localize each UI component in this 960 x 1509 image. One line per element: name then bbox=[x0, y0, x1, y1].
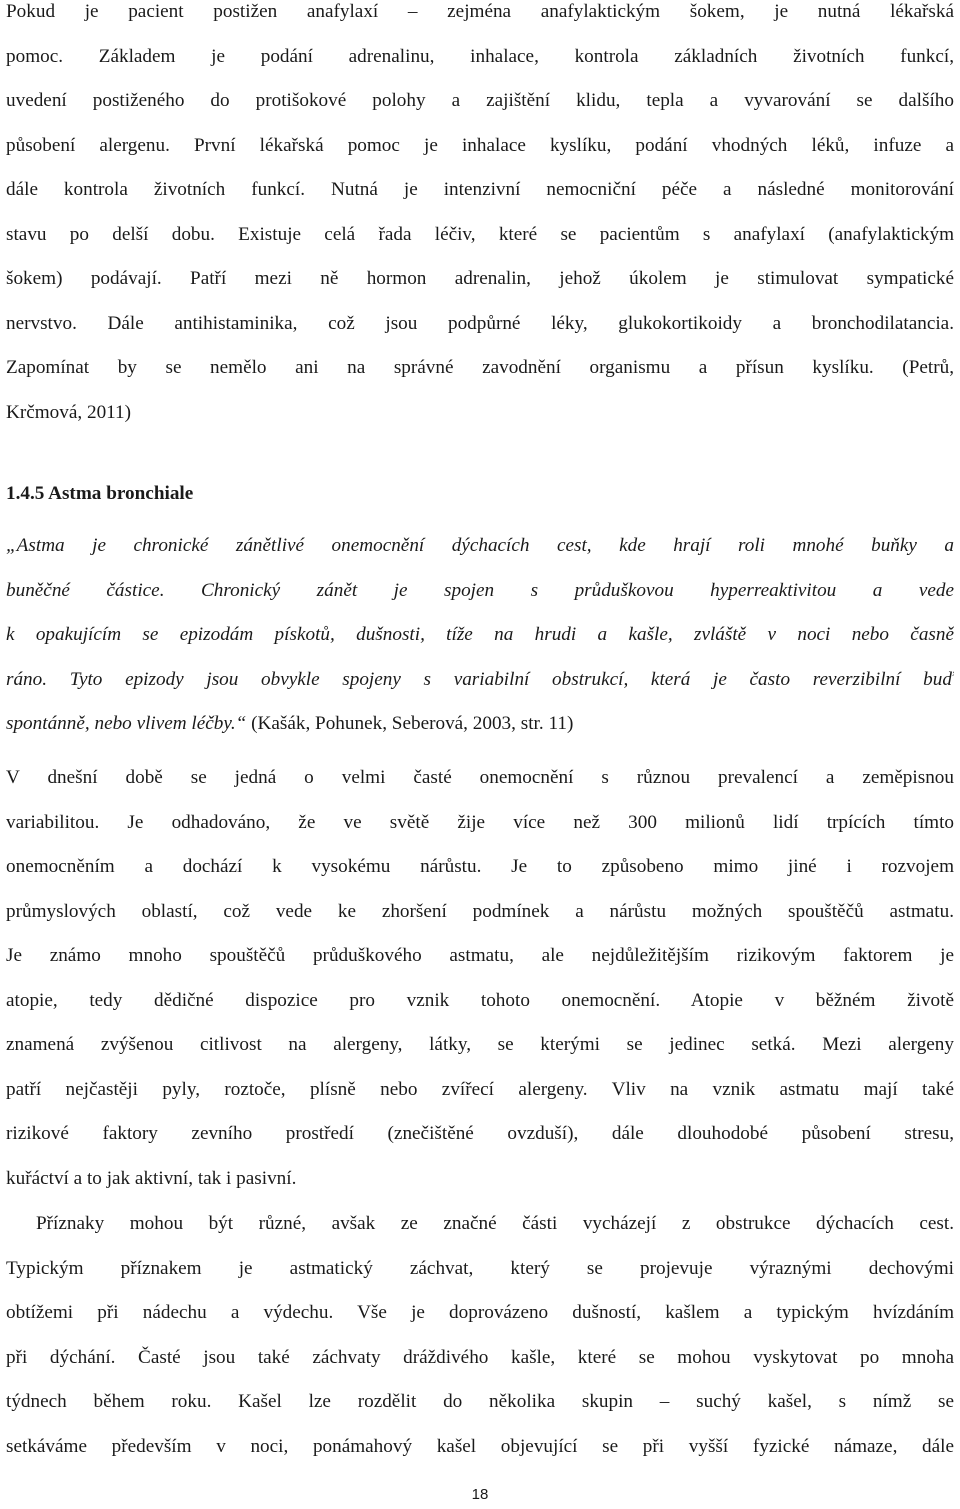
page-number: 18 bbox=[471, 1486, 489, 1503]
text-line: variabilitou. Je odhadováno, že ve světě žije více než 300 milionů lidí trpících tímto bbox=[6, 811, 954, 833]
quote-line: buněčné částice. Chronický zánět je spojen s průduškovou hyperreaktivitou a vede bbox=[6, 579, 954, 601]
paragraph-anaphylaxis-treatment bbox=[6, 0, 954, 435]
quote-asthma-definition bbox=[6, 524, 954, 747]
quote-line: k opakujícím se epizodám pískotů, dušnosti, tíže na hrudi a kašle, zvláště v noci nebo časně bbox=[6, 624, 954, 645]
text-line: Zapomínat by se nemělo ani na správné zavodnění organismu a přísun kyslíku. (Petrů, bbox=[6, 357, 954, 378]
text-line: týdnech během roku. Kašel lze rozdělit do několika skupin – suchý kašel, s nímž se bbox=[6, 1391, 954, 1412]
quote-line: „Astma je chronické zánětlivé onemocnění dýchacích cest, kde hrají roli mnohé buňky a bbox=[6, 535, 954, 556]
text-line: Krčmová, 2011) bbox=[6, 401, 132, 423]
quote-line: ráno. Tyto epizody jsou obvykle spojeny s variabilní obstrukcí, která je často reverzibilní buď bbox=[6, 668, 954, 690]
text-line: setkáváme především v noci, ponámahový kašel objevující se při vyšší fyzické námaze, dále bbox=[6, 1435, 954, 1457]
paragraph-asthma-prevalence bbox=[6, 756, 954, 1201]
text-line: stavu po delší dobu. Existuje celá řada léčiv, které se pacientům s anafylaxí (anafylaktickým bbox=[6, 223, 954, 245]
section-heading: 1.4.5 Astma bronchiale bbox=[6, 483, 194, 504]
text-line: obtížemi při nádechu a výdechu. Vše je doprovázeno dušností, kašlem a typickým hvízdáním bbox=[6, 1302, 954, 1323]
text-line: znamená zvýšenou citlivost na alergeny, látky, se kterými se jedinec setká. Mezi alergeny bbox=[6, 1034, 954, 1055]
text-line: při dýchání. Časté jsou také záchvaty dráždivého kašle, které se mohou vyskytovat po mnoha bbox=[6, 1346, 954, 1368]
quote-line-italic: spontánně, nebo vlivem léčby.“ bbox=[6, 713, 247, 734]
text-line: pomoc. Základem je podání adrenalinu, inhalace, kontrola základních životních funkcí, bbox=[6, 45, 954, 67]
text-line: uvedení postiženého do protišokové polohy a zajištění klidu, tepla a vyvarování se dalšího bbox=[6, 90, 954, 111]
text-line: Typickým příznakem je astmatický záchvat, který se projevuje výraznými dechovými bbox=[6, 1257, 954, 1279]
text-line: atopie, tedy dědičné dispozice pro vznik tohoto onemocnění. Atopie v běžném životě bbox=[6, 989, 954, 1011]
text-line: patří nejčastěji pyly, roztoče, plísně nebo zvířecí alergeny. Vliv na vznik astmatu mají také bbox=[6, 1078, 954, 1100]
text-line: kuřáctví a to jak aktivní, tak i pasivní. bbox=[6, 1167, 297, 1189]
text-line: dále kontrola životních funkcí. Nutná je intenzivní nemocniční péče a následné monitorování bbox=[6, 179, 954, 200]
text-line: Je známo mnoho spouštěčů průduškového astmatu, ale nejdůležitějším rizikovým faktorem je bbox=[6, 945, 954, 966]
paragraph-asthma-symptoms bbox=[6, 1202, 954, 1469]
text-line: průmyslových oblastí, což vede ke zhoršení podmínek a nárůstu možných spouštěčů astmatu. bbox=[6, 900, 954, 922]
text-line: působení alergenu. První lékařská pomoc je inhalace kyslíku, podání vhodných léků, infuze a bbox=[6, 134, 954, 156]
text-line: nervstvo. Dále antihistaminika, což jsou podpůrné léky, glukokortikoidy a bronchodilatancia. bbox=[6, 312, 954, 334]
quote-citation: (Kašák, Pohunek, Seberová, 2003, str. 11) bbox=[246, 713, 574, 734]
text-line: onemocněním a dochází k vysokému nárůstu. Je to způsobeno mimo jiné i rozvojem bbox=[6, 856, 954, 877]
text-line: rizikové faktory zevního prostředí (znečištěné ovzduší), dále dlouhodobé působení stresu, bbox=[6, 1123, 954, 1144]
text-line: V dnešní době se jedná o velmi časté onemocnění s různou prevalencí a zeměpisnou bbox=[6, 767, 954, 788]
text-line: šokem) podávají. Patří mezi ně hormon adrenalin, jehož úkolem je stimulovat sympatické bbox=[6, 268, 954, 289]
quote-last-line bbox=[6, 702, 954, 747]
text-line: Pokud je pacient postižen anafylaxí – zejména anafylaktickým šokem, je nutná lékařská bbox=[6, 1, 954, 22]
text-line: Příznaky mohou být různé, avšak ze značné části vycházejí z obstrukce dýchacích cest. bbox=[36, 1213, 954, 1234]
